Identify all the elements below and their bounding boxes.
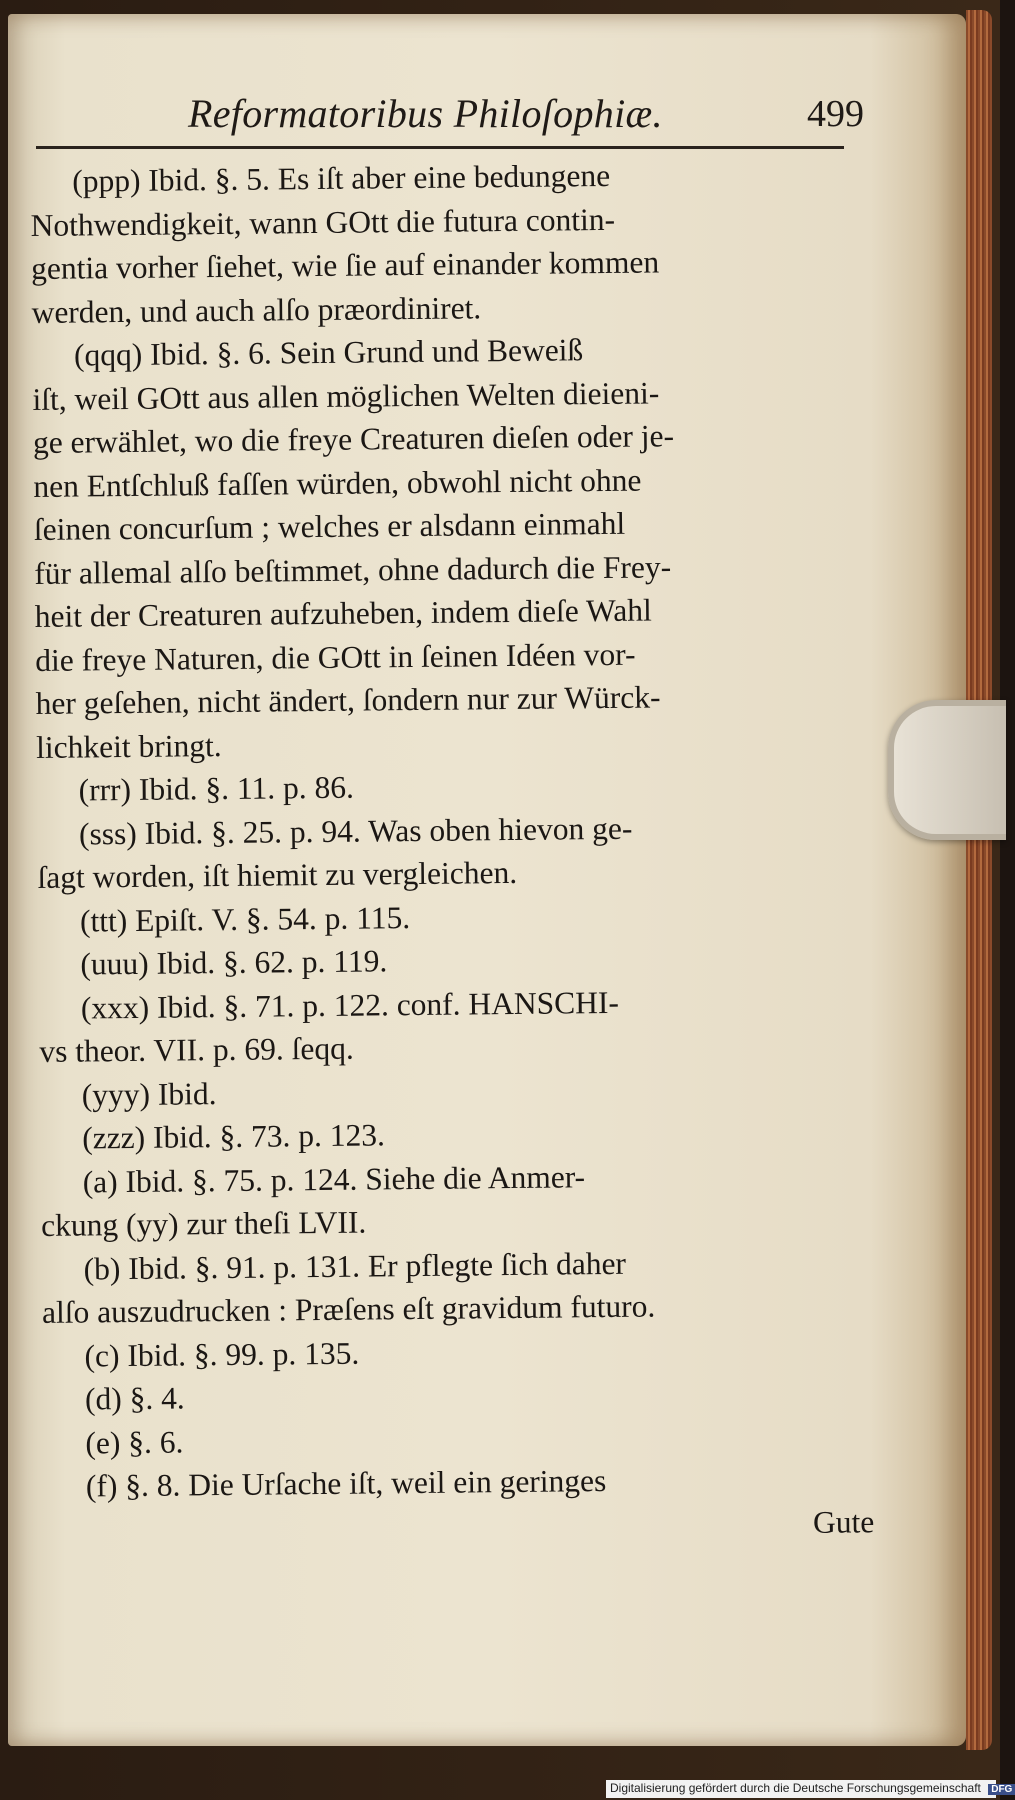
footnote-line: ckung (yy) zur theſi LVII. (40, 1204, 367, 1243)
footnote-line: (d) §. 4. (84, 1380, 185, 1417)
credit-text: Digitalisierung gefördert durch die Deutsche Forschungsgemeinschaft (610, 1781, 981, 1795)
footnote-line: (uuu) Ibid. §. 62. p. 119. (80, 943, 388, 982)
footnote-line: (b) Ibid. §. 91. p. 131. Er pflegte ſich daher (83, 1245, 627, 1286)
footnote-line: nen Entſchluß faſſen würden, obwohl nicht ohne (33, 462, 642, 504)
footnote-line: für allemal alſo beſtimmet, ohne dadurch die Frey- (34, 548, 672, 591)
footnote-line: Gute (812, 1503, 875, 1540)
footnote-line: (a) Ibid. §. 75. p. 124. Siehe die Anmer- (82, 1158, 586, 1200)
dfg-logo-icon: DFG (988, 1784, 1015, 1795)
page-header (188, 90, 864, 146)
footnote-line: (qqq) Ibid. §. 6. Sein Grund und Beweiß (73, 332, 584, 373)
footnote-line: her geſehen, nicht ändert, ſondern nur zur Würck- (35, 679, 661, 721)
footnote-line: Nothwendigkeit, wann GOtt die futura contin- (30, 201, 616, 243)
footnote-line: ſagt worden, iſt hiemit zu vergleichen. (37, 854, 518, 895)
footnote-line: (yyy) Ibid. (81, 1075, 217, 1113)
footnote (32, 325, 867, 769)
footnote (44, 1500, 874, 1552)
footnote-line: (rrr) Ibid. §. 11. p. 86. (78, 769, 355, 808)
footnote-line: vs theor. VII. p. 69. ſeqq. (39, 1030, 354, 1069)
footnote-line: die freye Naturen, die GOtt in ſeinen Idéen vor- (35, 636, 636, 678)
footnote-line: (ppp) Ibid. §. 5. Es iſt aber eine bedungene (72, 157, 611, 199)
footnote (39, 978, 870, 1074)
footnote-line: (f) §. 8. Die Urſache iſt, weil ein geringes (85, 1463, 607, 1504)
book-clasp (888, 700, 1006, 840)
footnote-line: (e) §. 6. (85, 1423, 184, 1460)
footnote-line: (zzz) Ibid. §. 73. p. 123. (82, 1117, 386, 1156)
page-number: 499 (807, 93, 864, 135)
footnote-line: (ttt) Epiſt. V. §. 54. p. 115. (79, 899, 411, 939)
footnote-line: ge erwählet, wo die freye Creaturen dieſen oder je- (32, 418, 675, 460)
footnote-line: alſo auszudrucken : Præſens eſt gravidum futuro. (41, 1288, 656, 1330)
digitization-credit (606, 1780, 1013, 1798)
footnote-line: lichkeit bringt. (35, 727, 222, 765)
footnote (40, 1152, 871, 1248)
footnote-line: (c) Ibid. §. 99. p. 135. (84, 1335, 360, 1373)
header-rule (36, 146, 844, 149)
footnote (41, 1239, 872, 1335)
footnotes-block (30, 151, 875, 1552)
running-title: Reformatoribus Philoſophiæ. (188, 91, 663, 136)
footnote (37, 804, 868, 900)
footnote-line: gentia vorher ſiehet, wie ſie auf einander kommen (30, 244, 660, 286)
footnote-line: (xxx) Ibid. §. 71. p. 122. conf. HANSCHI- (80, 984, 620, 1026)
footnote-line: heit der Creaturen aufzuheben, indem dieſe Wahl (34, 592, 652, 634)
footnote-line: iſt, weil GOtt aus allen möglichen Welten dieieni- (32, 374, 660, 417)
book-page-edges (966, 10, 992, 1750)
footnote (30, 151, 862, 334)
footnote-line: ſeinen concurſum ; welches er alsdann einmahl (33, 505, 626, 547)
footnote-line: werden, und auch alſo præordiniret. (31, 289, 482, 330)
footnote-line: (sss) Ibid. §. 25. p. 94. Was oben hievon ge- (78, 810, 633, 852)
